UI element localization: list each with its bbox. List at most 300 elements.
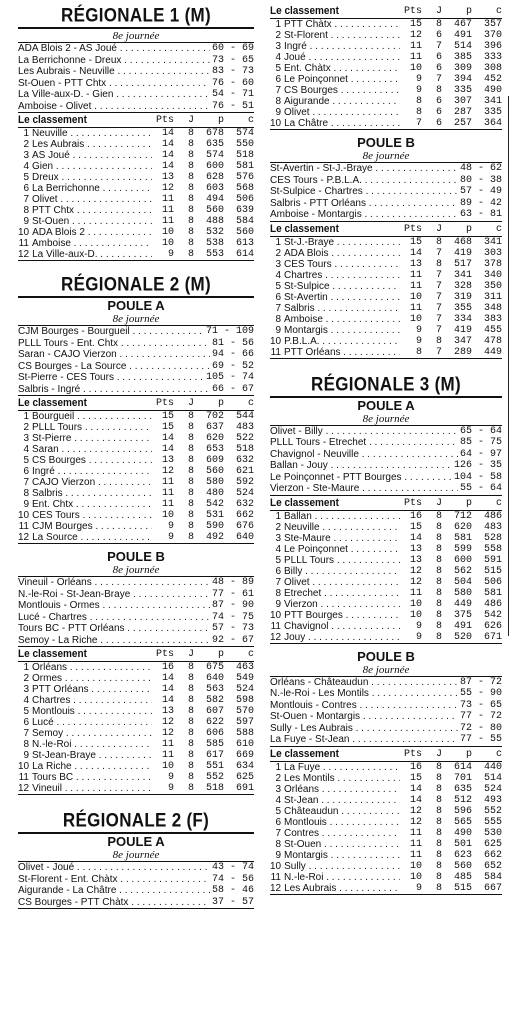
points-for: 614 [453, 761, 472, 773]
games-played: 8 [435, 236, 442, 248]
match-row [18, 885, 254, 897]
points-for: 309 [453, 63, 472, 74]
j-header: J [187, 649, 194, 660]
standings-row [270, 52, 502, 63]
points-for: 623 [453, 849, 472, 861]
points-for: 517 [453, 258, 472, 270]
rank: 7 [275, 576, 281, 588]
match-score: 74 - 56 [211, 873, 254, 885]
points-against: 515 [483, 565, 502, 577]
points-against: 340 [483, 269, 502, 281]
classement-header [18, 115, 254, 127]
team-name: N.-le-Roi . . . [32, 739, 152, 750]
team-name: Amboise . . . [32, 238, 152, 249]
points-against: 662 [235, 510, 254, 521]
rank: 7 [275, 85, 281, 96]
games-played: 8 [187, 455, 194, 466]
match-score: 55 - 64 [459, 483, 502, 494]
standings-row [270, 544, 502, 555]
team-name: Etrechet . . . [284, 588, 400, 599]
standings-row [18, 466, 254, 477]
standings-row [270, 259, 502, 270]
rank: 7 [23, 477, 29, 488]
match-row [270, 437, 502, 449]
poule-heading: POULE A [107, 298, 165, 313]
points: 10 [409, 598, 422, 610]
points-for: 538 [205, 238, 224, 249]
match-teams: Olivet - Joué . . . [18, 862, 210, 874]
points: 16 [409, 761, 422, 773]
points: 14 [409, 247, 422, 259]
points: 14 [161, 684, 174, 695]
rank: 9 [23, 750, 29, 761]
rank: 2 [275, 772, 281, 784]
team-name: Montargis . . . [284, 850, 400, 861]
points-for: 319 [453, 291, 472, 303]
rank: 1 [275, 19, 281, 30]
points-against: 597 [235, 717, 254, 728]
match-teams: St-Sulpice - Chartres . . . [270, 186, 458, 198]
points-against: 676 [235, 521, 254, 532]
team-name: CES Tours . . . [32, 510, 152, 521]
match-row [270, 426, 502, 438]
standings-row [18, 139, 254, 150]
header-spacer [87, 398, 152, 410]
points-for: 514 [453, 41, 472, 52]
points: 12 [409, 576, 422, 588]
team-name: Contres . . . [284, 828, 400, 839]
match-teams: Les Aubrais - Neuville . . . [18, 66, 210, 78]
team-name: Les Aubrais . . . [32, 139, 152, 150]
match-score: 48 - 89 [211, 577, 254, 588]
rank: 4 [23, 695, 29, 706]
team-name: N.-le-Roi . . . [284, 872, 400, 883]
points: 13 [409, 543, 422, 555]
standings-row [270, 19, 502, 30]
points-against: 634 [235, 761, 254, 772]
points-against: 669 [235, 750, 254, 761]
journee-label: 8e journée [112, 564, 160, 576]
standings-row [18, 706, 254, 717]
standings-row [18, 510, 254, 521]
games-played: 8 [435, 554, 442, 566]
points-for: 607 [205, 706, 224, 717]
points-against: 671 [483, 631, 502, 643]
points-for: 637 [205, 422, 224, 433]
match-score: 85 - 75 [459, 437, 502, 448]
classement-header [270, 498, 502, 510]
standings-row [18, 433, 254, 444]
poule-heading: POULE A [357, 397, 415, 413]
points-against: 588 [235, 728, 254, 739]
rank: 4 [275, 269, 281, 281]
games-played: 8 [435, 85, 442, 96]
standings-row [270, 632, 502, 643]
team-name: St-Avertin . . . [284, 292, 400, 303]
journee-label: 8e journée [362, 150, 410, 162]
rank: 3 [275, 41, 281, 52]
games-played: 8 [435, 598, 442, 610]
points: 9 [167, 249, 174, 260]
team-name: Neuville . . . [32, 128, 152, 139]
points: 14 [161, 161, 174, 172]
table-rule [270, 894, 502, 895]
points-for: 622 [205, 717, 224, 728]
match-teams: PLLL Tours - Ent. Chtx . . . [18, 338, 210, 350]
points: 16 [161, 662, 174, 673]
points-against: 506 [235, 194, 254, 205]
games-played: 8 [435, 882, 442, 894]
team-name: Le Poinçonnet . . . [284, 74, 400, 85]
points-against: 514 [483, 772, 502, 784]
team-name: Gien . . . [32, 161, 152, 172]
standings-row [270, 861, 502, 872]
standings-row [270, 588, 502, 599]
points-for: 518 [205, 783, 224, 794]
points-against: 581 [235, 161, 254, 172]
standings-row [18, 216, 254, 227]
points-for: 599 [453, 543, 472, 555]
points-for: 606 [205, 728, 224, 739]
points-against: 524 [235, 684, 254, 695]
match-score: 63 - 81 [459, 209, 502, 220]
rank: 1 [275, 510, 281, 522]
points-for: 635 [453, 783, 472, 795]
points-against: 544 [235, 411, 254, 422]
classement-label: Le classement [18, 397, 87, 410]
p-header: p [217, 398, 224, 409]
match-row [18, 101, 254, 113]
match-row [18, 338, 254, 350]
points-against: 592 [235, 477, 254, 488]
points: 10 [409, 63, 422, 74]
p-header: p [465, 6, 472, 17]
points: 11 [409, 587, 422, 599]
games-played: 7 [435, 291, 442, 303]
team-name: Sully . . . [284, 861, 400, 872]
standings-row [270, 30, 502, 41]
match-score: 89 - 42 [459, 197, 502, 209]
c-header: c [247, 649, 254, 660]
standings-row [270, 533, 502, 544]
points-against: 621 [235, 466, 254, 477]
header-spacer [339, 6, 400, 18]
match-score: 48 - 62 [459, 163, 502, 174]
points-against: 652 [483, 860, 502, 872]
matches-rule [270, 495, 502, 496]
standings-row [270, 828, 502, 839]
points-for: 488 [205, 216, 224, 227]
match-row [18, 635, 254, 647]
games-played: 8 [435, 816, 442, 828]
team-name: Montargis . . . [284, 325, 400, 336]
points-against: 524 [483, 783, 502, 795]
points: 14 [409, 783, 422, 795]
games-played: 8 [187, 772, 194, 783]
standings-row [270, 850, 502, 861]
match-row [18, 600, 254, 612]
match-teams: Salbris - PTT Orléans . . . [270, 198, 458, 210]
header-spacer [87, 115, 152, 127]
points-against: 449 [483, 346, 502, 358]
team-name: Le Poinçonnet . . . [284, 544, 400, 555]
standings-row [270, 762, 502, 773]
pts-header: Pts [403, 497, 422, 509]
team-name: St-Pierre . . . [32, 433, 152, 444]
points-for: 449 [453, 598, 472, 610]
match-teams: La Berrichonne - Dreux . . . [18, 55, 210, 67]
team-name: Chartres . . . [32, 695, 152, 706]
games-played: 8 [187, 532, 194, 543]
points-against: 440 [483, 761, 502, 773]
points-for: 504 [453, 576, 472, 588]
match-row [18, 897, 254, 909]
games-played: 8 [187, 488, 194, 499]
points-for: 620 [205, 433, 224, 444]
match-teams: Salbris - Ingré . . . [18, 384, 210, 396]
standings-row [270, 773, 502, 784]
games-played: 8 [187, 205, 194, 216]
team-name: Ingré . . . [284, 41, 400, 52]
standings-row [18, 444, 254, 455]
match-row [270, 483, 502, 495]
points: 13 [409, 258, 422, 270]
points-against: 542 [483, 609, 502, 621]
match-row [270, 198, 502, 210]
header-spacer [87, 649, 152, 661]
rank: 6 [275, 816, 281, 828]
team-name: PTT Chtx . . . [32, 205, 152, 216]
team-name: St-Jean . . . [284, 795, 400, 806]
c-header: c [495, 223, 502, 235]
standings-row [270, 839, 502, 850]
games-played: 7 [435, 280, 442, 292]
points-against: 308 [483, 63, 502, 74]
match-row [270, 677, 502, 689]
match-score: 77 - 55 [459, 734, 502, 745]
points-for: 582 [205, 695, 224, 706]
match-score: 104 - 58 [453, 471, 502, 483]
points-against: 555 [483, 816, 502, 828]
games-played: 8 [187, 673, 194, 684]
points-for: 468 [453, 236, 472, 248]
points-against: 522 [235, 433, 254, 444]
rank: 3 [23, 150, 29, 161]
points: 11 [409, 849, 422, 861]
match-teams: St-Pierre - CES Tours . . . [18, 372, 204, 384]
standings-row [18, 183, 254, 194]
match-row [18, 862, 254, 874]
points-against: 348 [483, 302, 502, 314]
points-against: 311 [483, 291, 502, 303]
points-for: 515 [453, 882, 472, 894]
points: 13 [161, 455, 174, 466]
points-for: 512 [453, 794, 472, 806]
rank: 5 [275, 805, 281, 817]
points-against: 625 [483, 838, 502, 850]
points-for: 640 [205, 673, 224, 684]
match-row [270, 723, 502, 735]
standings-row [270, 74, 502, 85]
rank: 8 [275, 838, 281, 850]
standings-row [270, 336, 502, 347]
team-name: PTT Orléans . . . [32, 684, 152, 695]
rank: 4 [23, 444, 29, 455]
match-score: 37 - 57 [211, 896, 254, 908]
points-for: 635 [205, 139, 224, 150]
games-played: 8 [435, 849, 442, 861]
team-name: PTT Chàtx . . . [284, 19, 400, 30]
standings-row [18, 662, 254, 673]
points: 11 [409, 280, 422, 292]
table-rule [270, 129, 502, 130]
games-played: 8 [187, 477, 194, 488]
standings-row [18, 750, 254, 761]
games-played: 8 [187, 227, 194, 238]
points-against: 518 [235, 444, 254, 455]
games-played: 8 [435, 543, 442, 555]
team-name: Olivet . . . [32, 194, 152, 205]
points-against: 667 [483, 882, 502, 894]
match-score: 60 - 69 [211, 43, 254, 54]
points-for: 653 [205, 444, 224, 455]
points-against: 478 [483, 335, 502, 347]
classement-header [18, 649, 254, 661]
games-played: 6 [435, 107, 442, 118]
team-name: Vierzon . . . [284, 599, 400, 610]
rank: 3 [275, 532, 281, 544]
section [18, 275, 254, 544]
points: 10 [409, 313, 422, 325]
match-teams: Vineuil - Orléans . . . [18, 577, 210, 589]
points-against: 528 [483, 532, 502, 544]
points-for: 490 [453, 827, 472, 839]
points-for: 492 [205, 532, 224, 543]
points: 12 [161, 466, 174, 477]
rank: 11 [270, 346, 281, 358]
column-divider [508, 96, 509, 636]
standings-row [18, 761, 254, 772]
standings-row [270, 325, 502, 336]
p-header: p [465, 223, 472, 235]
c-header: c [495, 748, 502, 760]
match-row [18, 372, 254, 384]
points-against: 626 [483, 620, 502, 632]
pts-header: Pts [403, 748, 422, 760]
rank: 7 [23, 728, 29, 739]
poule-heading: POULE B [357, 648, 415, 664]
games-played: 8 [435, 19, 442, 30]
games-played: 8 [435, 510, 442, 522]
points: 12 [409, 30, 422, 41]
games-played: 8 [435, 772, 442, 784]
points: 10 [161, 238, 174, 249]
points-for: 419 [453, 324, 472, 336]
points-against: 357 [483, 19, 502, 30]
points-against: 550 [235, 139, 254, 150]
team-name: CS Bourges . . . [32, 455, 152, 466]
points-against: 574 [235, 128, 254, 139]
rank: 8 [275, 313, 281, 325]
match-teams: Le Poinçonnet - PTT Bourges . . . [270, 472, 452, 484]
match-score: 57 - 49 [459, 186, 502, 197]
rank: 3 [23, 684, 29, 695]
points-for: 581 [453, 532, 472, 544]
standings-row [18, 150, 254, 161]
games-played: 8 [435, 827, 442, 839]
c-header: c [495, 497, 502, 509]
points-against: 378 [483, 258, 502, 270]
points: 10 [161, 510, 174, 521]
points: 14 [161, 695, 174, 706]
points-against: 303 [483, 247, 502, 259]
points: 11 [409, 827, 422, 839]
games-played: 6 [435, 118, 442, 129]
points: 8 [415, 96, 422, 107]
points-against: 691 [235, 783, 254, 794]
classement-label: Le classement [270, 222, 339, 235]
match-row [18, 55, 254, 67]
points-for: 335 [453, 85, 472, 96]
match-score: 69 - 52 [211, 360, 254, 372]
games-played: 8 [187, 466, 194, 477]
games-played: 8 [435, 587, 442, 599]
match-score: 105 - 74 [205, 372, 254, 383]
rank: 10 [270, 609, 282, 621]
team-name: Olivet . . . [284, 107, 400, 118]
points-for: 467 [453, 19, 472, 30]
games-played: 7 [435, 313, 442, 325]
j-header: J [187, 115, 194, 126]
points-against: 463 [235, 662, 254, 673]
team-name: CES Tours . . . [284, 259, 400, 270]
match-teams: N.-le-Roi - St-Jean-Braye . . . [18, 589, 210, 601]
points: 10 [409, 860, 422, 872]
points-against: 549 [235, 673, 254, 684]
rank: 10 [270, 118, 282, 129]
games-played: 8 [187, 249, 194, 260]
team-name: Aigurande . . . [284, 96, 400, 107]
standings-row [270, 577, 502, 588]
points-against: 584 [483, 871, 502, 883]
standings-row [270, 118, 502, 129]
table-rule [18, 260, 254, 261]
match-score: 87 - 90 [211, 600, 254, 611]
standings-row [18, 161, 254, 172]
table-rule [270, 643, 502, 644]
points-against: 632 [235, 499, 254, 510]
standings-row [270, 599, 502, 610]
team-name: Ent. Chàtx . . . [284, 63, 400, 74]
standings-row [270, 621, 502, 632]
standings-row [18, 728, 254, 739]
games-played: 8 [435, 576, 442, 588]
rank: 10 [270, 860, 282, 872]
match-score: 71 - 109 [205, 326, 254, 337]
points: 9 [167, 783, 174, 794]
games-played: 8 [187, 172, 194, 183]
standings-row [270, 107, 502, 118]
games-played: 8 [187, 139, 194, 150]
match-row [18, 623, 254, 635]
points-against: 341 [483, 236, 502, 248]
rank: 6 [23, 466, 29, 477]
rank: 11 [18, 772, 29, 783]
section [18, 811, 254, 909]
games-played: 7 [435, 346, 442, 358]
match-row [18, 384, 254, 396]
points-for: 560 [205, 205, 224, 216]
